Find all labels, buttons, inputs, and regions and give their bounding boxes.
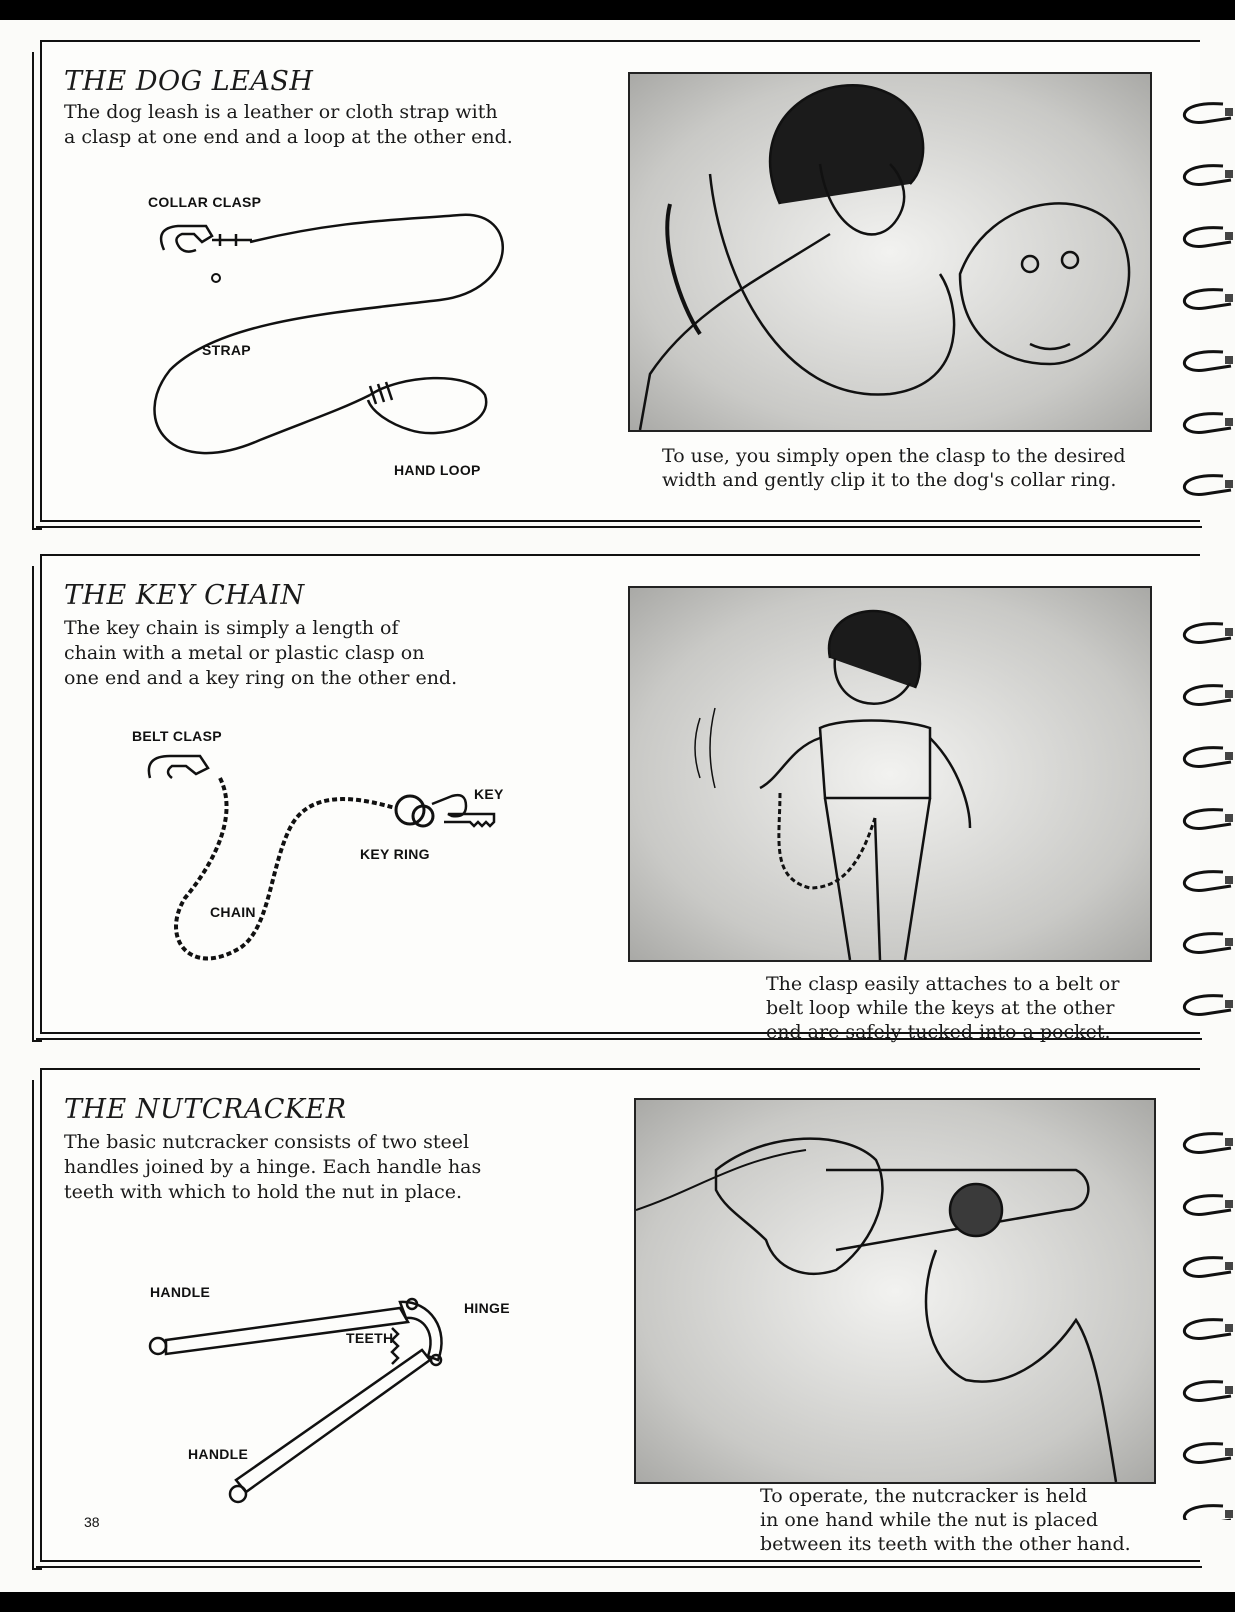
spiral-coil [1184, 104, 1231, 123]
child-hair [829, 611, 920, 688]
desc-line: teeth with which to hold the nut in place. [64, 1181, 462, 1203]
desc-line: chain with a metal or plastic clasp on [64, 642, 425, 664]
spiral-coil [1184, 748, 1231, 767]
spiral-hole [1225, 1510, 1233, 1518]
spiral-hole [1225, 1000, 1233, 1008]
spiral-coil [1184, 996, 1231, 1015]
belt-clasp-shape [149, 756, 208, 778]
spiral-coil [1184, 624, 1231, 643]
label-chain: CHAIN [210, 904, 256, 920]
label-key-ring: KEY RING [360, 846, 430, 862]
label-belt-clasp: BELT CLASP [132, 728, 222, 744]
bottom-hand [926, 1250, 1116, 1482]
caption-line: between its teeth with the other hand. [760, 1533, 1131, 1555]
photo-child-with-key-chain [628, 586, 1152, 962]
spiral-coil [1184, 1320, 1231, 1339]
nut [950, 1184, 1002, 1236]
spiral-hole [1225, 876, 1233, 884]
spiral-coil [1184, 1444, 1231, 1463]
desc-line: The key chain is simply a length of [64, 617, 399, 639]
teeth-shape [392, 1328, 398, 1364]
desc-line: handles joined by a hinge. Each handle has [64, 1156, 482, 1178]
section-title-key-chain: THE KEY CHAIN [64, 580, 305, 611]
desc-line: a clasp at one end and a loop at the other end. [64, 126, 513, 148]
caption-line: end are safely tucked into a pocket. [766, 1021, 1111, 1043]
spiral-hole [1225, 1262, 1233, 1270]
page-number: 38 [84, 1514, 100, 1530]
strap-shape [154, 215, 502, 453]
label-teeth: TEETH [346, 1330, 394, 1346]
spiral-hole [1225, 418, 1233, 426]
label-hand-loop: HAND LOOP [394, 462, 481, 478]
spiral-hole [1225, 1324, 1233, 1332]
desc-line: The basic nutcracker consists of two steel [64, 1131, 470, 1153]
caption-key-chain [766, 972, 1119, 1044]
desc-line: The dog leash is a leather or cloth strap with [64, 101, 498, 123]
spiral-coil [1184, 1258, 1231, 1277]
caption-line: belt loop while the keys at the other [766, 997, 1115, 1019]
caption-line: To operate, the nutcracker is held [760, 1485, 1088, 1507]
collar-clasp-shape [161, 226, 212, 252]
spiral-hole [1225, 752, 1233, 760]
label-collar-clasp: COLLAR CLASP [148, 194, 262, 210]
spiral-binding [1145, 80, 1235, 1520]
spiral-coil [1184, 1196, 1231, 1215]
photo-woman-with-dog [628, 72, 1152, 432]
spiral-hole [1225, 232, 1233, 240]
key-ring-shape [396, 796, 424, 824]
spiral-hole [1225, 1386, 1233, 1394]
spiral-coil [1184, 290, 1231, 309]
spiral-hole [1225, 1200, 1233, 1208]
photo-hands-with-nutcracker [634, 1098, 1156, 1484]
label-key: KEY [474, 786, 504, 802]
chain-shape [176, 778, 395, 958]
spiral-hole [1225, 294, 1233, 302]
spiral-hole [1225, 690, 1233, 698]
label-hinge: HINGE [464, 1300, 510, 1316]
spiral-coil [1184, 686, 1231, 705]
handle-top-knob [150, 1338, 166, 1354]
child-shirt [820, 721, 930, 799]
spiral-coil [1184, 476, 1231, 495]
spiral-hole [1225, 938, 1233, 946]
book-page [0, 20, 1235, 1592]
top-hand [716, 1139, 882, 1274]
section-title-nutcracker: THE NUTCRACKER [64, 1094, 347, 1125]
spiral-coil [1184, 352, 1231, 371]
spiral-coil [1184, 1134, 1231, 1153]
caption-dog-leash [662, 444, 1126, 492]
section-description-key-chain [64, 616, 457, 691]
section-title-dog-leash: THE DOG LEASH [64, 66, 314, 97]
handle-bottom-knob [230, 1486, 246, 1502]
spiral-coil [1184, 810, 1231, 829]
handle-top-shape [166, 1308, 408, 1354]
spiral-hole [1225, 814, 1233, 822]
spiral-coil [1184, 414, 1231, 433]
spiral-coil [1184, 934, 1231, 953]
spiral-coil [1184, 166, 1231, 185]
spiral-hole [1225, 108, 1233, 116]
section-description-nutcracker [64, 1130, 481, 1205]
label-handle-bottom: HANDLE [188, 1446, 249, 1462]
label-handle-top: HANDLE [150, 1284, 211, 1300]
spiral-coil [1184, 1506, 1231, 1520]
spiral-hole [1225, 170, 1233, 178]
woman-hair [770, 85, 923, 204]
caption-nutcracker [760, 1484, 1131, 1556]
nutcracker-diagram [140, 1280, 470, 1530]
caption-line: width and gently clip it to the dog's collar ring. [662, 469, 1117, 491]
spiral-coil [1184, 228, 1231, 247]
spiral-hole [1225, 1138, 1233, 1146]
hand-loop-shape [368, 378, 486, 433]
caption-line: The clasp easily attaches to a belt or [766, 973, 1120, 995]
desc-line: one end and a key ring on the other end. [64, 667, 458, 689]
leash-in-photo [710, 174, 954, 395]
leash-diagram [140, 180, 530, 480]
handle-bottom-shape [236, 1350, 430, 1492]
caption-line: To use, you simply open the clasp to the desired [662, 445, 1126, 467]
spiral-hole [1225, 1448, 1233, 1456]
section-description-dog-leash [64, 100, 513, 150]
spiral-coil [1184, 1382, 1231, 1401]
key-chain-diagram [140, 748, 510, 988]
key-shape [432, 795, 494, 826]
spiral-hole [1225, 628, 1233, 636]
spiral-coil [1184, 872, 1231, 891]
label-strap: STRAP [202, 342, 251, 358]
dog-head [960, 203, 1129, 364]
spiral-hole [1225, 480, 1233, 488]
caption-line: in one hand while the nut is placed [760, 1509, 1099, 1531]
spiral-hole [1225, 356, 1233, 364]
